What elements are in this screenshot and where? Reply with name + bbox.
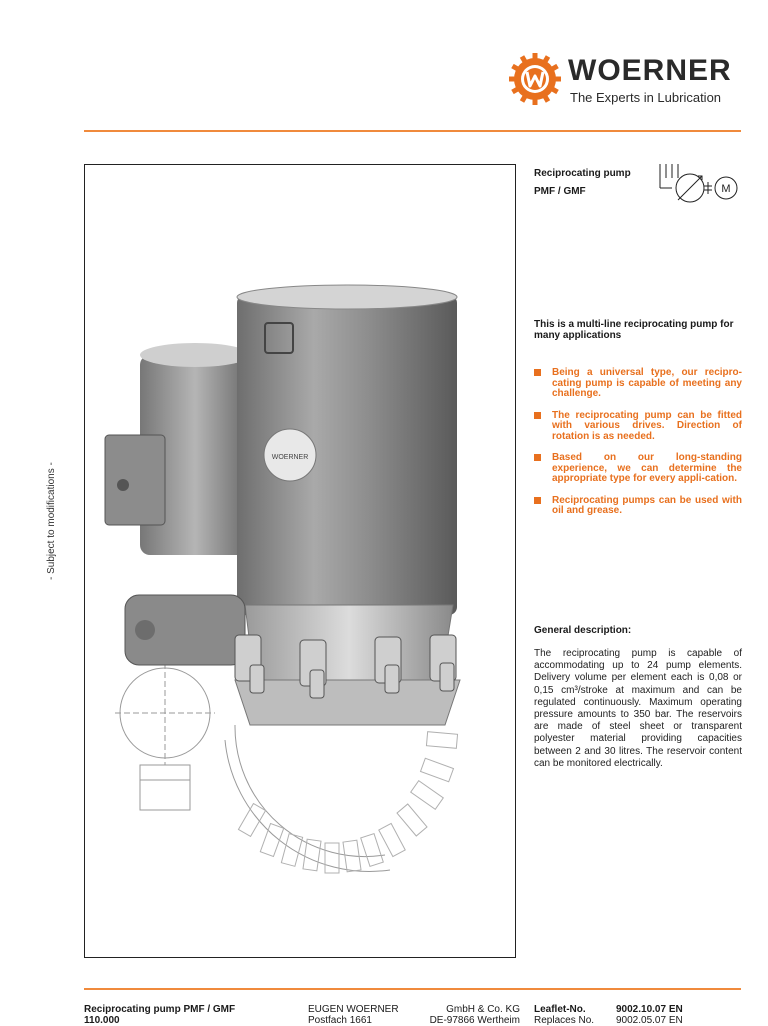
product-title-line1: Reciprocating pump xyxy=(534,168,631,179)
reciprocating-pump-illustration xyxy=(85,165,516,958)
footer-city: DE-97866 Wertheim xyxy=(429,1015,520,1026)
intro-text: This is a multi-line reciprocating pump for many applications xyxy=(534,319,734,341)
footer-product xyxy=(84,1004,235,1026)
leaflet-number: 9002.10.07 EN xyxy=(616,1004,683,1015)
product-photo xyxy=(84,164,516,958)
woerner-gear-logo-icon xyxy=(508,52,562,106)
bullet-square-icon xyxy=(534,497,541,504)
reservoir-badge-text: WOERNER xyxy=(271,454,309,461)
general-description-body: The reciprocating pump is capable of accommodating up to 24 pump elements. Delivery volume per element each is 0,08 or 0,15 cm³/stroke at maximum and can be regulated continuously. Maximum operating pressure amounts to 350 bar. The reservoirs are made of steel sheet or transparent polyester material providing capacities between 2 and 30 litres. The reservoir content can be monitored electrically. xyxy=(534,648,742,769)
feature-list xyxy=(534,368,742,528)
bullet-square-icon xyxy=(534,369,541,376)
feature-item: Being a universal type, our recipro-cating pump is capable of meeting any challenge. xyxy=(534,368,742,400)
motor-symbol-label: M xyxy=(721,183,731,195)
feature-item: Reciprocating pumps can be used with oil and grease. xyxy=(534,496,742,517)
bullet-square-icon xyxy=(534,454,541,461)
footer-postbox: Postfach 1661 xyxy=(308,1015,372,1026)
product-title-line2: PMF / GMF xyxy=(534,186,586,197)
pump-schematic-symbol-icon xyxy=(654,162,744,212)
leaflet-label: Leaflet-No. xyxy=(534,1004,586,1015)
footer-product-code: 110.000 xyxy=(84,1015,120,1026)
header-divider xyxy=(84,130,741,132)
feature-item: The reciprocating pump can be fitted with various drives. Direction of rotation is as needed. xyxy=(534,411,742,443)
product-title xyxy=(534,165,631,201)
brand-logo xyxy=(508,52,748,112)
replaces-number: 9002.05.07 EN xyxy=(616,1015,683,1026)
replaces-label: Replaces No. xyxy=(534,1015,595,1026)
brand-tagline: The Experts in Lubrication xyxy=(570,90,722,105)
feature-item: Based on our long-standing experience, we can determine the appropriate type for every appli-cation. xyxy=(534,453,742,485)
footer-company xyxy=(308,1004,520,1026)
side-note: - Subject to modifications - xyxy=(46,462,57,580)
footer-company-form: GmbH & Co. KG xyxy=(446,1004,520,1015)
footer-product-line: Reciprocating pump PMF / GMF xyxy=(84,1004,236,1015)
bullet-square-icon xyxy=(534,412,541,419)
footer-leaflet xyxy=(534,1004,683,1026)
footer-company-name: EUGEN WOERNER xyxy=(308,1004,399,1015)
footer-divider xyxy=(84,988,741,990)
brand-name: WOERNER xyxy=(568,54,732,87)
general-description-heading: General description: xyxy=(534,625,632,636)
